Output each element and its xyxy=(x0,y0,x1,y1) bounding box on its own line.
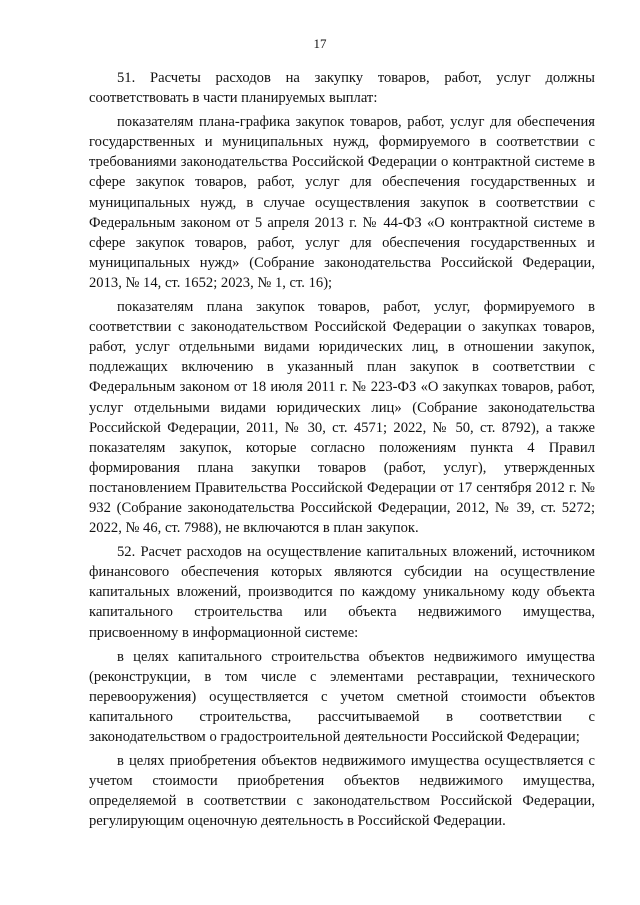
paragraph-52-intro: 52. Расчет расходов на осуществление капитальных вложений, источником финансового обеспечения которых являются субсидии на осуществление капитальных вложений, производится по каждому уникальному коду объекта капитального строительства или объекта недвижимого имущества, присвоенному в информационной системе: xyxy=(89,544,595,641)
paragraph-procurement-plan: показателям плана закупок товаров, работ, услуг, формируемого в соответствии с законодательством Российской Федерации о закупках товаров, работ, услуг отдельными видами юридических лиц, в отношении закупок, подлежащих включению в указанный план закупок в соответствии с Федеральным законом от 18 июля 2011 г. № 223-ФЗ «О закупках товаров, работ, услуг отдельными видами юридических лиц» (Собрание законодательства Российской Федерации, 2011, № 30, ст. 4571; 2022, № 50, ст. 8792), а также показателям закупок, которые согласно положениям пункта 4 Правил формирования плана закупки товаров (работ, услуг), утвержденных постановлением Правительства Российской Федерации от 17 сентября 2012 г. № 932 (Собрание законодательства Российской Федерации, 2012, № 39, ст. 5272; 2022, № 46, ст. 7988), не включаются в план закупок. xyxy=(89,299,595,537)
paragraph-capital-construction: в целях капитального строительства объектов недвижимого имущества (реконструкции, в том числе с элементами реставрации, технического перевооружения) осуществляется с учетом сметной стоимости объектов капитального строительства, рассчитываемой в соответствии с законодательством о градостроительной деятельности Российской Федерации; xyxy=(89,648,595,745)
document-body xyxy=(89,68,595,835)
paragraph-plan-schedule: показателям плана-графика закупок товаров, работ, услуг для обеспечения государственных и муниципальных нужд, формируемого в соответствии с требованиями законодательства Российской Федерации о контрактной системе в сфере закупок товаров, работ, услуг для обеспечения государственных и муниципальных нужд, в случае осуществления закупок в соответствии с Федеральным законом от 5 апреля 2013 г. № 44-ФЗ «О контрактной системе в сфере закупок товаров, работ, услуг для обеспечения государственных и муниципальных нужд» (Собрание законодательства Российской Федерации, 2013, № 14, ст. 1652; 2023, № 1, ст. 16); xyxy=(89,114,595,291)
paragraph-property-acquisition: в целях приобретения объектов недвижимого имущества осуществляется с учетом стоимости приобретения объектов недвижимого имущества, определяемой в соответствии с законодательством Российской Федерации, регулирующим оценочную деятельность в Российской Федерации. xyxy=(89,753,595,830)
paragraph-51-intro: 51. Расчеты расходов на закупку товаров, работ, услуг должны соответствовать в части планируемых выплат: xyxy=(89,70,595,107)
page-number: 17 xyxy=(313,36,327,51)
